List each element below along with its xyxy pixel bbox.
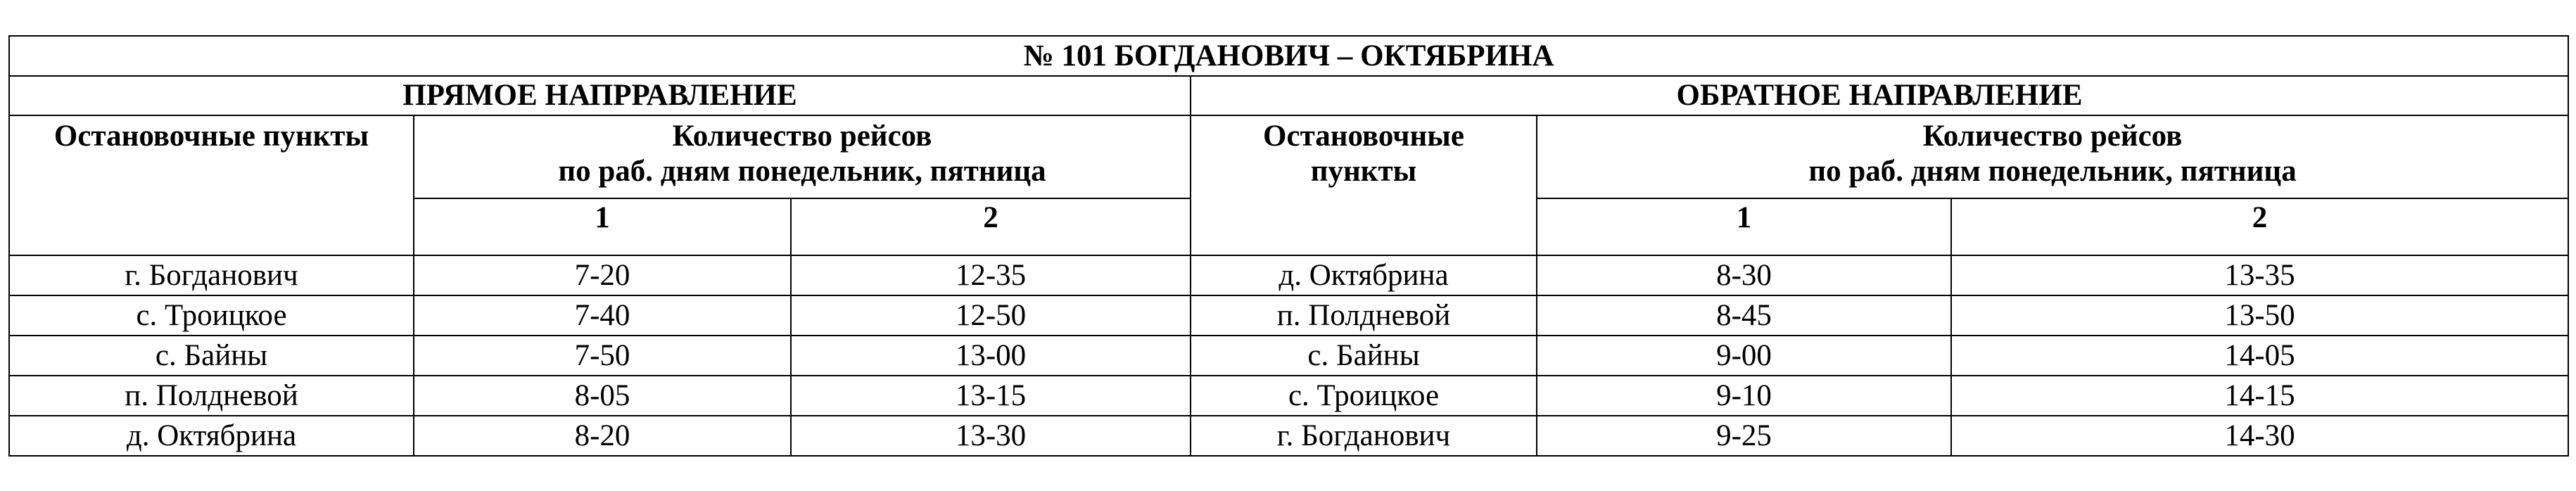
backward-trips-header — [1537, 115, 2568, 198]
forward-stop-cell: с. Байны — [9, 336, 414, 376]
backward-stop-cell: д. Октябрина — [1191, 255, 1537, 295]
table-row — [9, 376, 2568, 416]
backward-trip-number-2: 2 — [1951, 198, 2568, 255]
backward-stops-header — [1191, 115, 1537, 255]
backward-trips-header-line2: по раб. дням понедельник, пятница — [1808, 155, 2297, 188]
forward-stops-header-text: Остановочные пункты — [53, 120, 369, 153]
forward-trip1-time: 7-20 — [414, 255, 791, 295]
backward-trip1-time: 8-45 — [1537, 295, 1951, 336]
forward-trip2-time: 12-35 — [791, 255, 1191, 295]
forward-stop-cell: г. Богданович — [9, 255, 414, 295]
route-title: № 101 БОГДАНОВИЧ – ОКТЯБРИНА — [9, 36, 2568, 76]
backward-stop-cell: с. Байны — [1191, 336, 1537, 376]
forward-trip2-time: 13-30 — [791, 416, 1191, 456]
table-row — [9, 336, 2568, 376]
backward-trip1-time: 9-25 — [1537, 416, 1951, 456]
backward-stops-header-line1: Остановочные — [1263, 120, 1464, 153]
forward-trips-header — [414, 115, 1191, 198]
backward-stop-cell: г. Богданович — [1191, 416, 1537, 456]
direction-row — [9, 76, 2568, 115]
forward-trip2-time: 12-50 — [791, 295, 1191, 336]
schedule-table — [8, 35, 2569, 457]
schedule-document — [8, 35, 2568, 457]
forward-trip1-time: 7-40 — [414, 295, 791, 336]
backward-stops-header-line2: пункты — [1310, 155, 1417, 188]
forward-stops-header — [9, 115, 414, 255]
column-header-row — [9, 115, 2568, 198]
backward-trip2-time: 14-30 — [1951, 416, 2568, 456]
backward-trip1-time: 9-10 — [1537, 376, 1951, 416]
table-row — [9, 295, 2568, 336]
forward-trips-header-line1: Количество рейсов — [672, 120, 932, 153]
backward-trips-header-line1: Количество рейсов — [1922, 120, 2183, 153]
backward-stop-cell: п. Полдневой — [1191, 295, 1537, 336]
backward-trip2-time: 13-35 — [1951, 255, 2568, 295]
backward-direction-heading: ОБРАТНОЕ НАПРАВЛЕНИЕ — [1191, 76, 2568, 115]
forward-trip-number-2: 2 — [791, 198, 1191, 255]
backward-trip2-time: 14-15 — [1951, 376, 2568, 416]
title-row — [9, 36, 2568, 76]
table-row — [9, 416, 2568, 456]
backward-trip2-time: 13-50 — [1951, 295, 2568, 336]
backward-trip1-time: 9-00 — [1537, 336, 1951, 376]
backward-trip2-time: 14-05 — [1951, 336, 2568, 376]
backward-trip-number-1: 1 — [1537, 198, 1951, 255]
forward-stop-cell: д. Октябрина — [9, 416, 414, 456]
backward-stop-cell: с. Троицкое — [1191, 376, 1537, 416]
forward-stop-cell: п. Полдневой — [9, 376, 414, 416]
forward-trip1-time: 8-20 — [414, 416, 791, 456]
forward-trips-header-line2: по раб. дням понедельник, пятница — [558, 155, 1046, 188]
forward-stop-cell: с. Троицкое — [9, 295, 414, 336]
backward-trip1-time: 8-30 — [1537, 255, 1951, 295]
forward-trip2-time: 13-15 — [791, 376, 1191, 416]
forward-trip1-time: 7-50 — [414, 336, 791, 376]
forward-trip2-time: 13-00 — [791, 336, 1191, 376]
forward-trip1-time: 8-05 — [414, 376, 791, 416]
forward-trip-number-1: 1 — [414, 198, 791, 255]
table-row — [9, 255, 2568, 295]
forward-direction-heading: ПРЯМОЕ НАПРРАВЛЕНИЕ — [9, 76, 1191, 115]
